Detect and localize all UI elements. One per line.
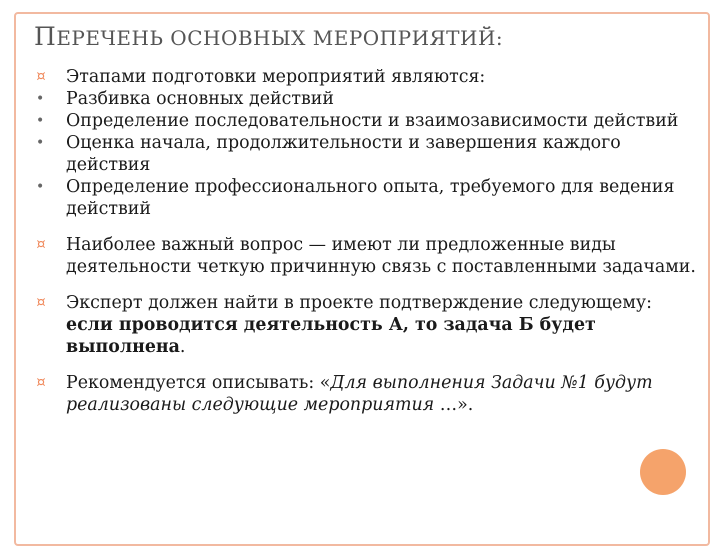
sub-bullet-dot-icon: •	[36, 135, 45, 151]
sub-bullet-text: Определение профессионального опыта, требуемого для ведения действий	[66, 177, 675, 219]
bullet-item	[34, 66, 699, 88]
bullet-italic-text: Для выполнения Задачи №1 будут реализованы следующие мероприятия	[66, 373, 653, 415]
sub-bullet-text: Разбивка основных действий	[66, 89, 334, 109]
bullet-text: Этапами подготовки мероприятий являются:	[66, 67, 486, 87]
sub-bullet-text: Оценка начала, продолжительности и завершения каждого действия	[66, 133, 621, 175]
title-rest: ЕРЕЧЕНЬ ОСНОВНЫХ МЕРОПРИЯТИЙ:	[56, 26, 504, 50]
bullet-item	[34, 292, 699, 358]
sub-bullet-item	[34, 88, 699, 110]
sub-bullet-dot-icon: •	[36, 113, 45, 129]
bullet-text: Рекомендуется описывать: «	[66, 373, 331, 393]
sub-bullet-dot-icon: •	[36, 179, 45, 195]
bullet-end-text: …».	[434, 395, 474, 415]
sub-bullet-item	[34, 132, 699, 176]
sub-bullet-dot-icon: •	[36, 91, 45, 107]
decorative-circle	[640, 449, 686, 495]
title-first-letter: П	[34, 22, 57, 51]
bullet-marker-icon: ¤	[36, 373, 46, 391]
bullet-marker-icon: ¤	[36, 235, 46, 253]
slide-body	[34, 66, 699, 416]
sub-bullet-text: Определение последовательности и взаимозависимости действий	[66, 111, 679, 131]
bullet-marker-icon: ¤	[36, 67, 46, 85]
bullet-text: Наиболее важный вопрос — имеют ли предложенные виды деятельности четкую причинную связь с поставленными задачами.	[66, 235, 696, 277]
sub-bullet-item	[34, 110, 699, 132]
bullet-item	[34, 372, 699, 416]
bullet-bold-text: если проводится деятельность А, то задача Б будет выполнена	[66, 315, 596, 357]
slide-title	[34, 22, 503, 51]
bullet-end-text: .	[179, 337, 186, 357]
bullet-marker-icon: ¤	[36, 293, 46, 311]
bullet-item	[34, 234, 699, 278]
sub-bullet-item	[34, 176, 699, 220]
bullet-text: Эксперт должен найти в проекте подтверждение следующему:	[66, 293, 652, 313]
